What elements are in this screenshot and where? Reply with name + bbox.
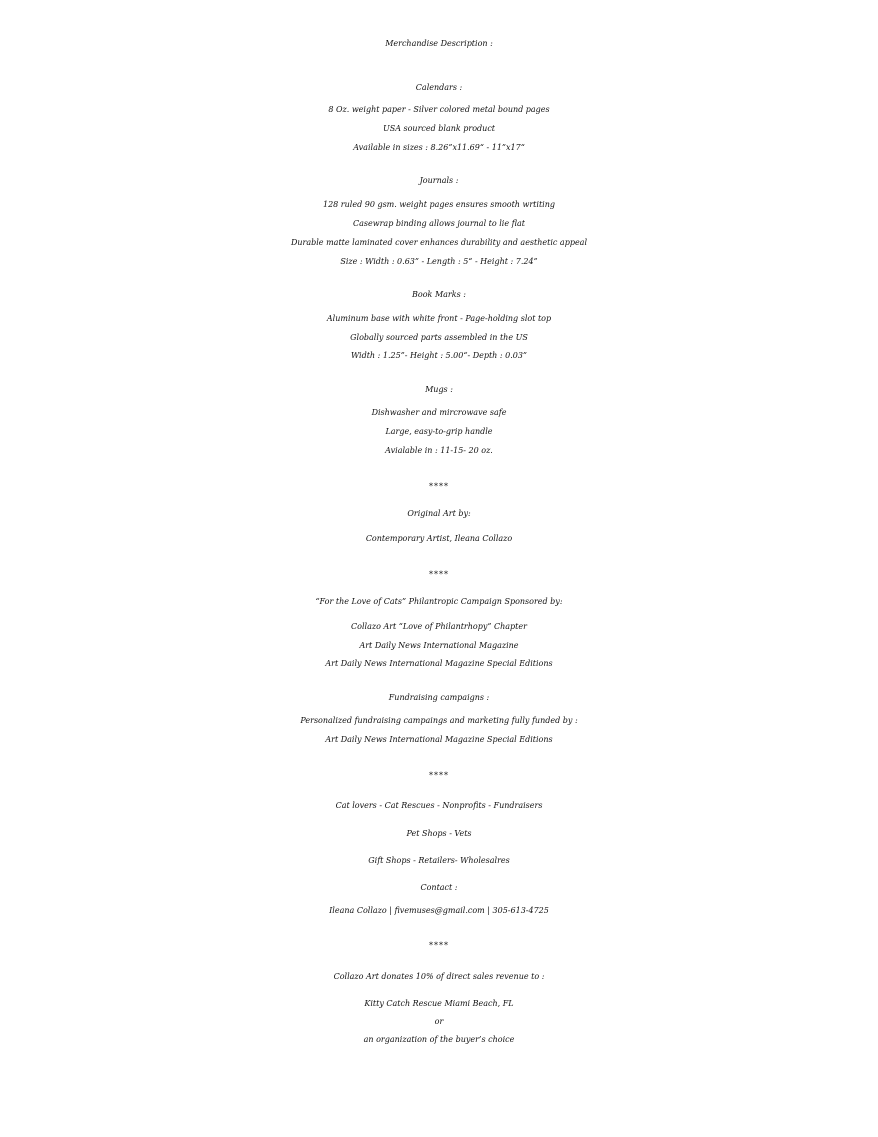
calendars-line: USA sourced blank product xyxy=(382,124,496,133)
section-separator: **** xyxy=(429,771,449,780)
bookmarks-heading: Book Marks : xyxy=(412,290,466,299)
donation-heading: Collazo Art donates 10% of direct sales revenue to : xyxy=(333,972,545,981)
journals-line: Size : Width : 0.63” - Length : 5“ - Height : 7.24” xyxy=(340,257,538,266)
original-art-heading: Original Art by: xyxy=(407,509,471,518)
donation-line: or xyxy=(434,1017,444,1026)
fundraising-line: Art Daily News International Magazine Special Editions xyxy=(325,735,553,744)
campaign-line: Collazo Art “Love of Philantrhopy” Chapter xyxy=(351,622,527,631)
audience-line: Gift Shops - Retailers- Wholesalres xyxy=(368,856,510,865)
section-separator: **** xyxy=(429,570,449,579)
journals-heading: Journals : xyxy=(419,176,459,185)
section-separator: **** xyxy=(429,482,449,491)
audience-line: Cat lovers - Cat Rescues - Nonprofits - Fundraisers xyxy=(335,801,543,810)
section-separator: **** xyxy=(429,941,449,950)
fundraising-heading: Fundraising campaigns : xyxy=(388,693,490,702)
audience-line: Pet Shops - Vets xyxy=(406,829,472,838)
fundraising-line: Personalized fundraising campaings and marketing fully funded by : xyxy=(300,716,578,725)
calendars-line: 8 Oz. weight paper - Silver colored metal bound pages xyxy=(328,105,550,114)
journals-line: Durable matte laminated cover enhances durability and aesthetic appeal xyxy=(290,238,588,247)
campaign-heading: “For the Love of Cats” Philantropic Campaign Sponsored by: xyxy=(315,597,563,606)
campaign-line: Art Daily News International Magazine Special Editions xyxy=(325,659,553,668)
bookmarks-line: Aluminum base with white front - Page-holding slot top xyxy=(326,314,552,323)
journals-line: 128 ruled 90 gsm. weight pages ensures smooth wrtiting xyxy=(322,200,555,209)
mugs-heading: Mugs : xyxy=(425,385,453,394)
original-art-line: Contemporary Artist, Ileana Collazo xyxy=(365,534,513,543)
page-title: Merchandise Description : xyxy=(385,39,493,48)
mugs-line: Large, easy-to-grip handle xyxy=(385,427,493,436)
donation-line: an organization of the buyer’s choice xyxy=(363,1035,515,1044)
mugs-line: Dishwasher and mircrowave safe xyxy=(371,408,507,417)
mugs-line: Avialable in : 11-15- 20 oz. xyxy=(385,446,493,455)
calendars-line: Available in sizes : 8.26”x11.69“ - 11”x17“ xyxy=(353,143,525,152)
contact-details: Ileana Collazo | fivemuses@gmail.com | 305-613-4725 xyxy=(329,906,549,915)
bookmarks-line: Width : 1.25”- Height : 5.00“- Depth : 0.03” xyxy=(350,351,528,360)
contact-heading: Contact : xyxy=(420,883,458,892)
campaign-line: Art Daily News International Magazine xyxy=(359,641,519,650)
calendars-heading: Calendars : xyxy=(415,83,463,92)
bookmarks-line: Globally sourced parts assembled in the US xyxy=(350,333,528,342)
donation-line: Kitty Catch Rescue Miami Beach, FL xyxy=(364,999,514,1008)
journals-line: Casewrap binding allows journal to lie flat xyxy=(353,219,525,228)
